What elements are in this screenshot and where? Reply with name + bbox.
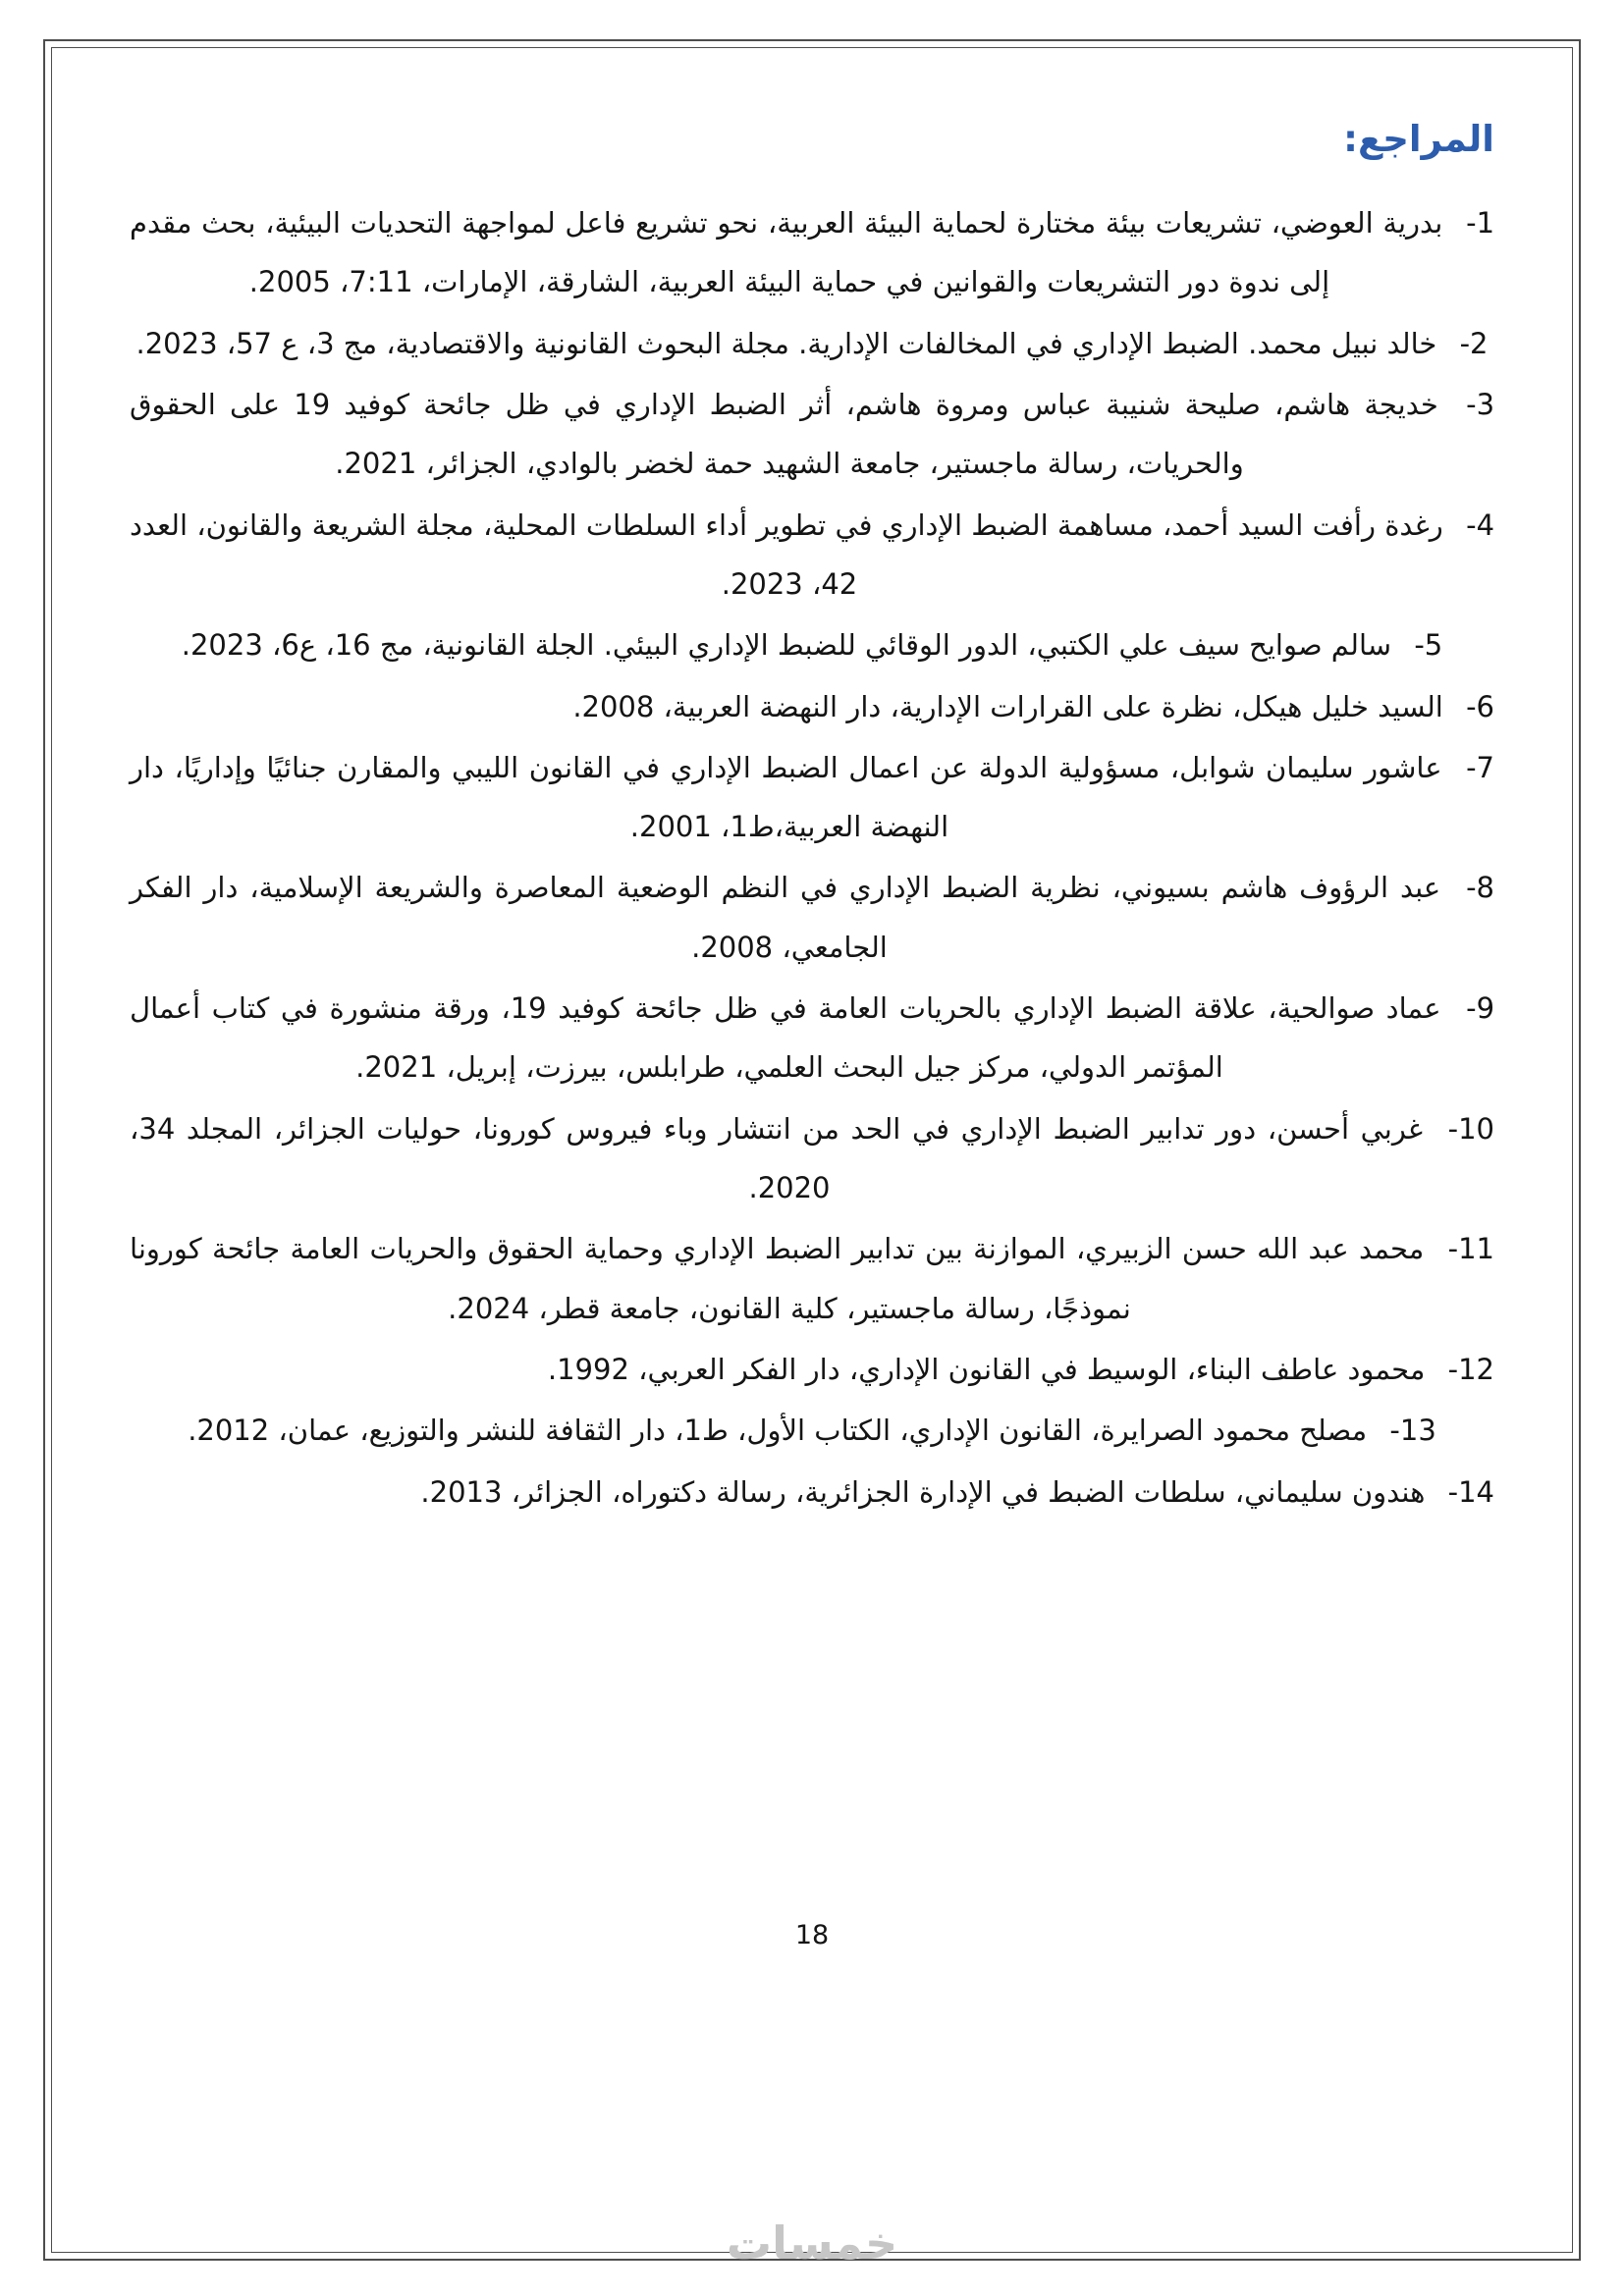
reference-text: هندون سليماني، سلطات الضبط في الإدارة الجزائرية، رسالة دكتوراه، الجزائر، 2013. — [420, 1474, 1426, 1509]
reference-item — [130, 314, 1494, 373]
reference-number: 6- — [1466, 689, 1494, 723]
reference-item — [130, 615, 1494, 674]
page-content — [51, 47, 1573, 1523]
reference-number: 5- — [1414, 628, 1443, 663]
reference-number: 12- — [1447, 1352, 1494, 1386]
reference-text: محمد عبد الله حسن الزبيري، الموازنة بين تدابير الضبط الإداري وحماية الحقوق والحريات العامة جائحة كورونا نموذجًا، رسالة ماجستير، كلية القانون، جامعة قطر، 2024. — [130, 1232, 1425, 1325]
reference-number: 4- — [1466, 507, 1495, 542]
reference-text: السيد خليل هيكل، نظرة على القرارات الإدارية، دار النهضة العربية، 2008. — [572, 689, 1443, 723]
reference-item — [130, 1099, 1494, 1218]
watermark-text: خمسات — [726, 2216, 898, 2269]
reference-item — [130, 738, 1494, 857]
reference-item — [130, 496, 1494, 614]
page-number: 18 — [794, 1920, 830, 1950]
reference-item — [130, 858, 1494, 977]
reference-text: بدرية العوضي، تشريعات بيئة مختارة لحماية البيئة العربية، نحو تشريع فاعل لمواجهة التحديات البيئية، بحث مقدم إلى ندوة دور التشريعات والقوانين في حماية البيئة العربية، الشارقة، الإمارات، 7:11، 2005. — [130, 206, 1443, 299]
reference-number: 1- — [1466, 206, 1495, 240]
reference-number: 7- — [1466, 750, 1494, 784]
reference-item — [130, 1219, 1494, 1338]
reference-item — [130, 1340, 1494, 1399]
reference-text: مصلح محمود الصرايرة، القانون الإداري، الكتاب الأول، ط1، دار الثقافة للنشر والتوزيع، عمان، 2012. — [188, 1414, 1368, 1448]
reference-number: 13- — [1389, 1414, 1436, 1448]
reference-text: عبد الرؤوف هاشم بسيوني، نظرية الضبط الإداري في النظم الوضعية المعاصرة والشريعة الإسلامية، دار الفكر الجامعي، 2008. — [130, 871, 1441, 964]
page-title: المراجع: — [1343, 118, 1494, 160]
reference-number: 2- — [1459, 326, 1489, 360]
reference-text: غربي أحسن، دور تدابير الضبط الإداري في الحد من انتشار وباء فيروس كورونا، حوليات الجزائر، المجلد 34، 2020. — [130, 1111, 1424, 1204]
reference-text: خديجة هاشم، صليحة شنيبة عباس ومروة هاشم، أثر الضبط الإداري في ظل جائحة كوفيد 19 على الحقوق والحريات، رسالة ماجستير، جامعة الشهيد حمة لخضر بالوادي، الجزائر، 2021. — [130, 387, 1438, 481]
reference-text: خالد نبيل محمد. الضبط الإداري في المخالفات الإدارية. مجلة البحوث القانونية والاقتصادية، مج 3، ع 57، 2023. — [135, 326, 1437, 360]
references-list — [130, 193, 1494, 1522]
reference-number: 9- — [1466, 991, 1495, 1026]
reference-item — [130, 677, 1494, 736]
reference-number: 14- — [1447, 1474, 1494, 1509]
reference-item — [130, 1401, 1494, 1460]
reference-text: سالم صوايح سيف علي الكتبي، الدور الوقائي للضبط الإداري البيئي. الجلة القانونية، مج 16، ع6، 2023. — [181, 628, 1392, 663]
reference-item — [130, 375, 1494, 494]
reference-number: 11- — [1447, 1232, 1494, 1266]
reference-text: عماد صوالحية، علاقة الضبط الإداري بالحريات العامة في ظل جائحة كوفيد 19، ورقة منشورة في كتاب أعمال المؤتمر الدولي، مركز جيل البحث العلمي، طرابلس، بيرزت، إبريل، 2021. — [130, 991, 1441, 1085]
reference-item — [130, 193, 1494, 312]
reference-number: 8- — [1466, 871, 1494, 905]
reference-number: 10- — [1447, 1111, 1495, 1146]
reference-text: عاشور سليمان شوابل، مسؤولية الدولة عن اعمال الضبط الإداري في القانون الليبي والمقارن جنائيًا وإداريًا، دار النهضة العربية،ط1، 2001. — [130, 750, 1442, 844]
reference-number: 3- — [1466, 387, 1495, 421]
reference-text: رغدة رأفت السيد أحمد، مساهمة الضبط الإداري في تطوير أداء السلطات المحلية، مجلة الشريعة والقانون، العدد 42، 2023. — [130, 507, 1443, 601]
reference-text: محمود عاطف البناء، الوسيط في القانون الإداري، دار الفكر العربي، 1992. — [547, 1352, 1426, 1386]
reference-item — [130, 1463, 1494, 1522]
reference-item — [130, 979, 1494, 1097]
